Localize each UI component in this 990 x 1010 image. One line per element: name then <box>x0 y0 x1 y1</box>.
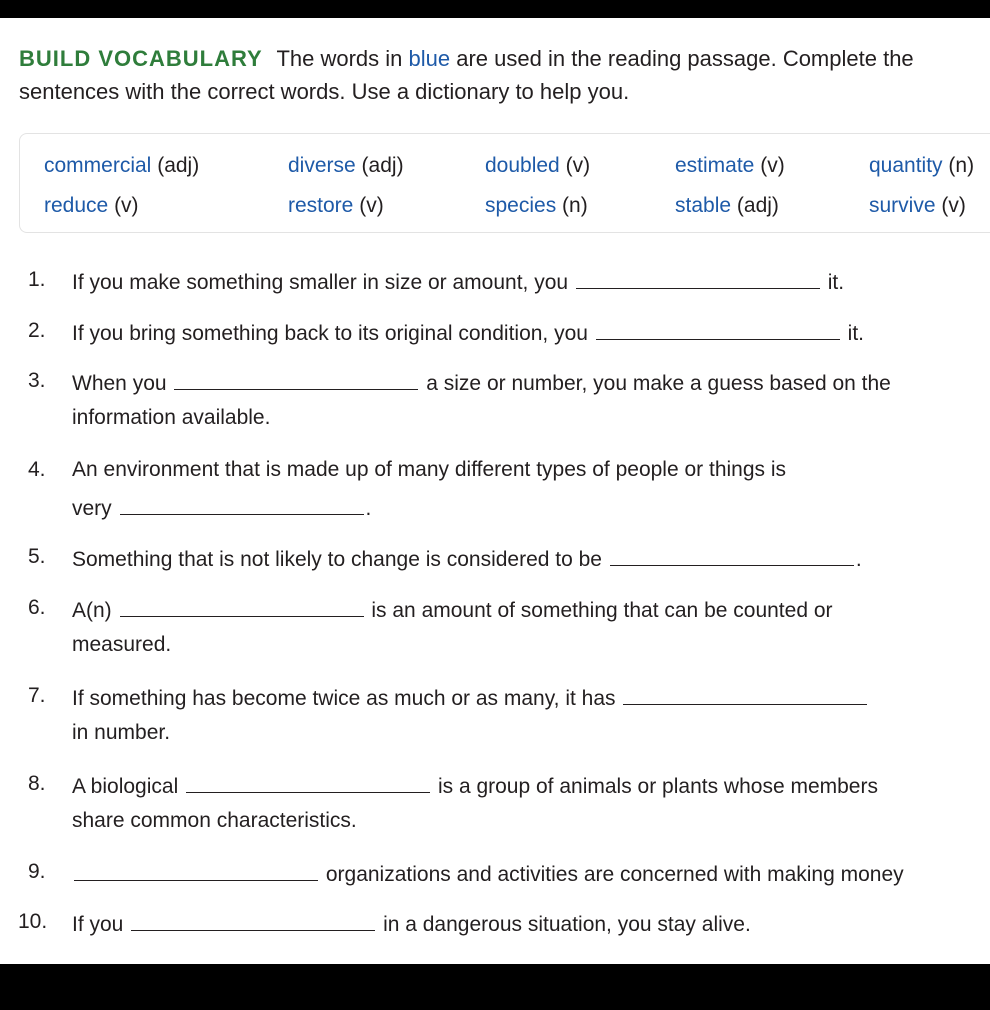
item-number: 3. <box>28 369 46 392</box>
item-number: 7. <box>28 684 46 707</box>
instructions-text-after: are used in the reading passage. Complete the <box>456 46 914 71</box>
textbook-page <box>0 18 990 964</box>
word-quantity: quantity (n) <box>869 154 975 177</box>
item-number: 5. <box>28 545 46 568</box>
item-text: Something that is not likely to change is considered to be . <box>72 545 862 572</box>
item-text: very . <box>72 494 371 521</box>
item-text: When you a size or number, you make a guess based on the <box>72 369 891 396</box>
word-survive: survive (v) <box>869 194 966 217</box>
item-number: 4. <box>28 458 46 481</box>
item-number: 1. <box>28 268 46 291</box>
item-text: If something has become twice as much or as many, it has <box>72 684 869 711</box>
word-commercial: commercial (adj) <box>44 154 200 177</box>
answer-blank[interactable] <box>596 319 840 340</box>
section-heading: BUILD VOCABULARY <box>19 46 263 71</box>
word-stable: stable (adj) <box>675 194 779 217</box>
instructions-blue-word: blue <box>408 46 451 71</box>
instructions-text-before: The words in <box>276 46 403 71</box>
word-doubled: doubled (v) <box>485 154 591 177</box>
item-text: If you in a dangerous situation, you stay alive. <box>72 910 751 937</box>
item-number: 6. <box>28 596 46 619</box>
item-text: share common characteristics. <box>72 809 357 832</box>
word-diverse: diverse (adj) <box>288 154 404 177</box>
answer-blank[interactable] <box>623 684 867 705</box>
word-reduce: reduce (v) <box>44 194 139 217</box>
item-text: organizations and activities are concerned with making money <box>72 860 904 887</box>
instructions-line-2: sentences with the correct words. Use a dictionary to help you. <box>19 79 630 104</box>
word-species: species (n) <box>485 194 588 217</box>
word-box <box>19 133 990 233</box>
item-text: A(n) is an amount of something that can be counted or <box>72 596 833 623</box>
item-text: If you make something smaller in size or amount, you it. <box>72 268 844 295</box>
answer-blank[interactable] <box>120 596 364 617</box>
item-number: 10. <box>18 910 48 933</box>
answer-blank[interactable] <box>186 772 430 793</box>
answer-blank[interactable] <box>120 494 364 515</box>
item-number: 9. <box>28 860 46 883</box>
answer-blank[interactable] <box>131 910 375 931</box>
item-text: information available. <box>72 406 271 429</box>
word-estimate: estimate (v) <box>675 154 785 177</box>
item-text: An environment that is made up of many different types of people or things is <box>72 458 787 481</box>
answer-blank[interactable] <box>174 369 418 390</box>
answer-blank[interactable] <box>576 268 820 289</box>
item-number: 2. <box>28 319 46 342</box>
answer-blank[interactable] <box>74 860 318 881</box>
item-text: in number. <box>72 721 171 744</box>
item-text: If you bring something back to its original condition, you it. <box>72 319 864 346</box>
word-restore: restore (v) <box>288 194 384 217</box>
answer-blank[interactable] <box>610 545 854 566</box>
item-number: 8. <box>28 772 46 795</box>
instructions <box>19 42 979 108</box>
item-text: measured. <box>72 633 172 656</box>
item-text: A biological is a group of animals or plants whose members <box>72 772 878 799</box>
